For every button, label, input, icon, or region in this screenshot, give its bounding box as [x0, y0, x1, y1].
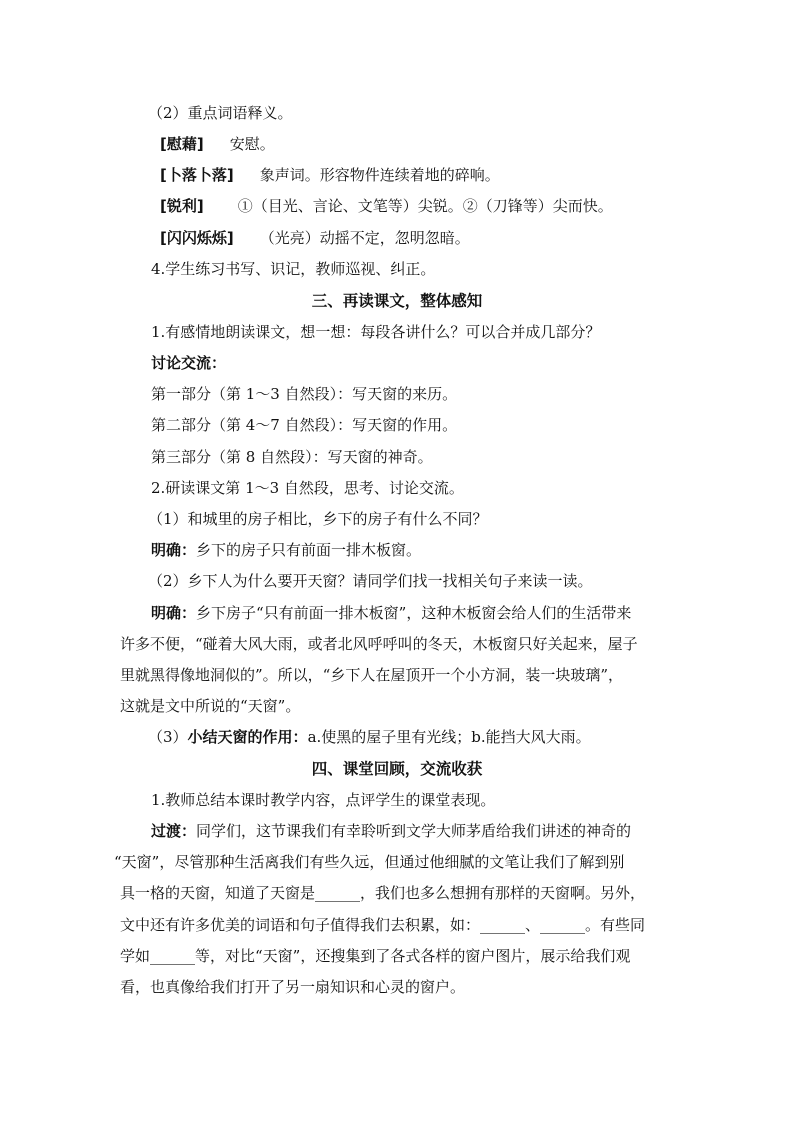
list-item: 第一部分（第 1～3 自然段）：写天窗的来历。: [151, 385, 458, 403]
paragraph: [0, 915, 794, 935]
paragraph-text: 具一格的天窗，知道了天窗是______，我们也多么想拥有那样的天窗啊。另外，: [120, 884, 646, 902]
definition: 安慰。: [229, 135, 275, 153]
paragraph: [0, 946, 794, 966]
term: [卜落卜落]: [160, 166, 234, 184]
list-item: （2）重点词语释义。: [148, 104, 293, 122]
paragraph: [0, 415, 794, 435]
label: 明确：: [151, 604, 197, 622]
list-number: （3）: [148, 728, 188, 746]
paragraph: [0, 322, 794, 342]
paragraph: [0, 509, 794, 529]
list-item: 4.学生练习书写、识记，教师巡视、纠正。: [151, 260, 436, 278]
label: 小结天窗的作用：: [187, 728, 308, 746]
answer-text: a.使黑的屋子里有光线；b.能挡大风大雨。: [307, 728, 591, 746]
paragraph: [0, 634, 794, 654]
paragraph: [0, 790, 794, 810]
paragraph: [0, 259, 794, 279]
paragraph-text: “天窗”，尽管那种生活离我们有些久远，但通过他细腻的文笔让我们了解到别: [114, 853, 625, 871]
list-item: 第三部分（第 8 自然段）：写天窗的神奇。: [151, 448, 433, 466]
paragraph: [0, 977, 794, 997]
term-definition: [0, 196, 794, 216]
definition: ①（目光、言论、文笔等）尖锐。②（刀锋等）尖而快。: [237, 197, 613, 215]
paragraph: [0, 540, 794, 560]
term-definition: [0, 134, 794, 154]
term: [闪闪烁烁]: [160, 229, 234, 247]
paragraph-text: 看，也真像给我们打开了另一扇知识和心灵的窗户。: [120, 978, 466, 996]
label: 明确：: [151, 541, 197, 559]
paragraph: [0, 103, 794, 123]
paragraph: [0, 821, 794, 841]
answer-text: 许多不便，“碰着大风大雨，或者北风呼呼叫的冬天，木板窗只好关起来，屋子: [120, 635, 638, 653]
definition: （光亮）动摇不定，忽明忽暗。: [259, 229, 470, 247]
question: 2.研读课文第 1～3 自然段，思考、讨论交流。: [151, 479, 464, 497]
sub-question: （1）和城里的房子相比，乡下的房子有什么不同？: [148, 510, 488, 528]
paragraph: [0, 603, 794, 623]
paragraph: [0, 883, 794, 903]
paragraph: [0, 727, 794, 747]
sub-question: （2）乡下人为什么要开天窗？请同学们找一找相关句子来读一读。: [148, 572, 593, 590]
paragraph-text: 学如______等，对比“天窗”，还搜集到了各式各样的窗户图片，展示给我们观: [120, 947, 631, 965]
answer-text: 乡下的房子只有前面一排木板窗。: [196, 541, 422, 559]
term-definition: [0, 165, 794, 185]
list-item: 第二部分（第 4～7 自然段）：写天窗的作用。: [151, 416, 458, 434]
definition: 象声词。形容物件连续着地的碎响。: [259, 166, 500, 184]
answer-text: 这就是文中所说的“天窗”。: [120, 697, 301, 715]
paragraph-text: 同学们，这节课我们有幸聆听到文学大师茅盾给我们讲述的神奇的: [196, 822, 632, 840]
term-definition: [0, 228, 794, 248]
paragraph: [0, 447, 794, 467]
term: [慰藉]: [160, 135, 204, 153]
list-item: 1.教师总结本课时教学内容，点评学生的课堂表现。: [151, 791, 496, 809]
paragraph: [0, 696, 794, 716]
section-heading: 三、再读课文，整体感知: [311, 292, 483, 310]
paragraph: [0, 478, 794, 498]
paragraph: [0, 353, 794, 373]
answer-text: 乡下房子“只有前面一排木板窗”，这种木板窗会给人们的生活带来: [196, 604, 632, 622]
paragraph: [0, 852, 794, 872]
paragraph: [0, 571, 794, 591]
label: 过渡：: [151, 822, 197, 840]
answer-text: 里就黑得像地洞似的”。所以，“乡下人在屋顶开一个小方洞，装一块玻璃”，: [120, 666, 624, 684]
paragraph: [0, 665, 794, 685]
section-heading: 四、课堂回顾，交流收获: [311, 760, 483, 778]
label: 讨论交流：: [151, 354, 227, 372]
paragraph-text: 文中还有许多优美的词语和句子值得我们去积累，如：______、______。有些同: [120, 916, 646, 934]
question: 1.有感情地朗读课文，想一想：每段各讲什么？可以合并成几部分？: [151, 323, 601, 341]
term: [锐利]: [160, 197, 204, 215]
paragraph: [0, 384, 794, 404]
